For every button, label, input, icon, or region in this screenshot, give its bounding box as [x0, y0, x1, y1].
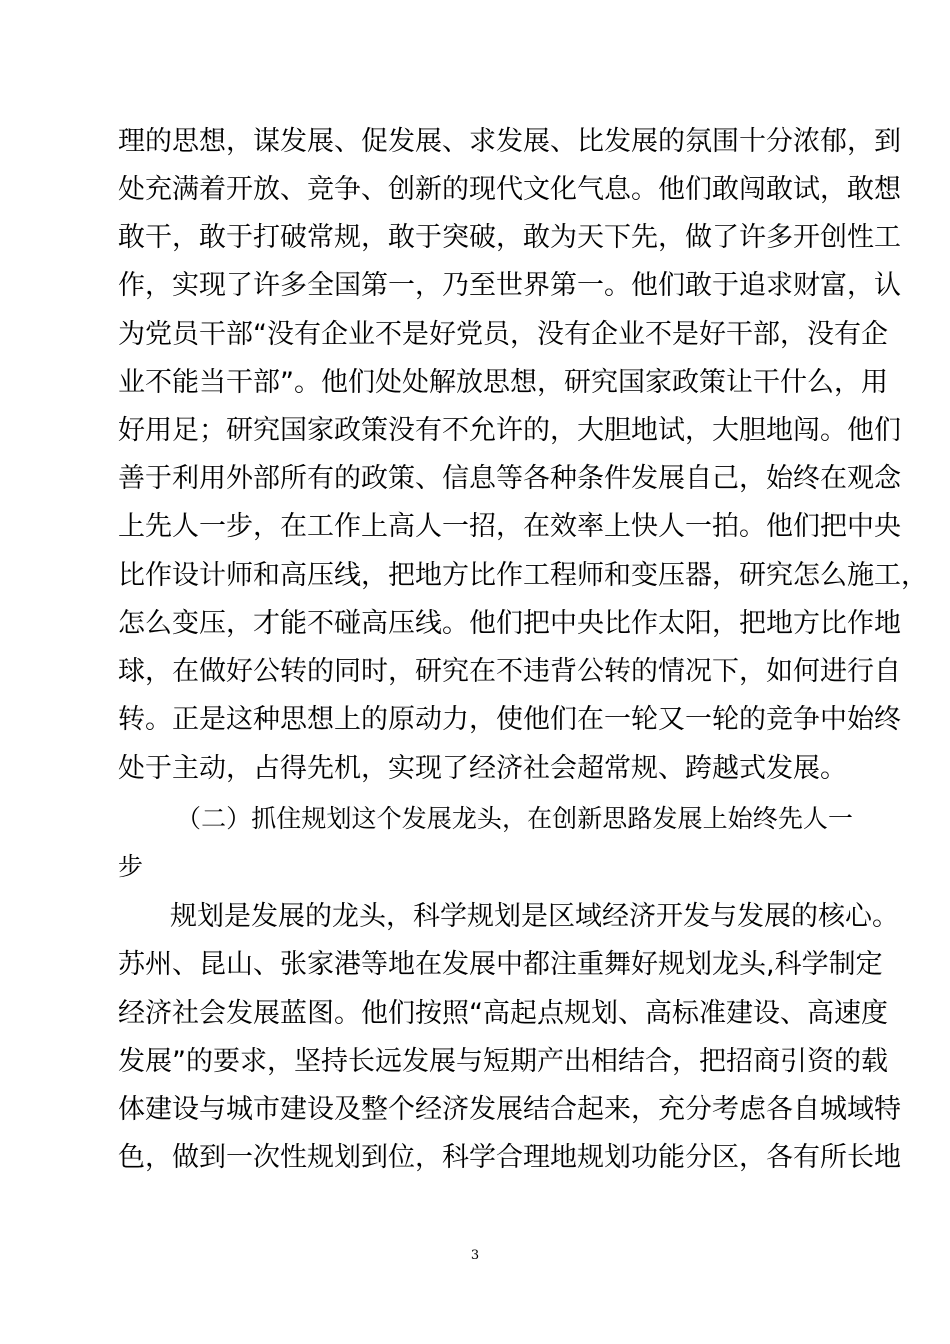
text-line: 转。正是这种思想上的原动力，使他们在一轮又一轮的竞争中始终 — [118, 704, 901, 735]
text-line: 处于主动，占得先机，实现了经济社会超常规、跨越式发展。 — [118, 753, 847, 784]
text-line: 球，在做好公转的同时，研究在不违背公转的情况下，如何进行自 — [118, 656, 901, 687]
text-line: 发展”的要求，坚持长远发展与短期产出相结合，把招商引资的载 — [118, 1046, 888, 1077]
text-line: 敢干，敢于打破常规，敢于突破，敢为天下先，做了许多开创性工 — [118, 222, 901, 253]
text-line: 体建设与城市建设及整个经济发展结合起来，充分考虑各自城域特 — [118, 1094, 901, 1125]
text-line: 怎么变压，才能不碰高压线。他们把中央比作太阳，把地方比作地 — [118, 608, 901, 639]
text-line: 上先人一步，在工作上高人一招，在效率上快人一拍。他们把中央 — [118, 511, 901, 542]
page-number: 3 — [470, 1248, 480, 1263]
text-line: 好用足；研究国家政策没有不允许的，大胆地试，大胆地闯。他们 — [118, 415, 901, 446]
heading-line: 步 — [118, 852, 144, 881]
text-line: 处充满着开放、竞争、创新的现代文化气息。他们敢闯敢试，敢想 — [118, 174, 901, 205]
text-line: 业不能当干部”。他们处处解放思想，研究国家政策让干什么，用 — [118, 367, 888, 398]
text-line: 经济社会发展蓝图。他们按照“高起点规划、高标准建设、高速度 — [118, 998, 888, 1029]
text-line: 为党员干部“没有企业不是好党员，没有企业不是好干部，没有企 — [118, 319, 888, 350]
text-line: 比作设计师和高压线，把地方比作工程师和变压器，研究怎么施工， — [118, 560, 928, 591]
text-line: 善于利用外部所有的政策、信息等各种条件发展自己，始终在观念 — [118, 463, 901, 494]
heading-line: （二）抓住规划这个发展龙头，在创新思路发展上始终先人一 — [176, 804, 853, 833]
text-line: 作，实现了许多全国第一，乃至世界第一。他们敢于追求财富，认 — [118, 270, 901, 301]
text-line: 理的思想，谋发展、促发展、求发展、比发展的氛围十分浓郁，到 — [118, 126, 901, 157]
text-line: 苏州、昆山、张家港等地在发展中都注重舞好规划龙头,科学制定 — [118, 949, 883, 980]
text-line: 规划是发展的龙头，科学规划是区域经济开发与发展的核心。 — [170, 901, 899, 932]
text-line: 色，做到一次性规划到位，科学合理地规划功能分区，各有所长地 — [118, 1142, 901, 1173]
